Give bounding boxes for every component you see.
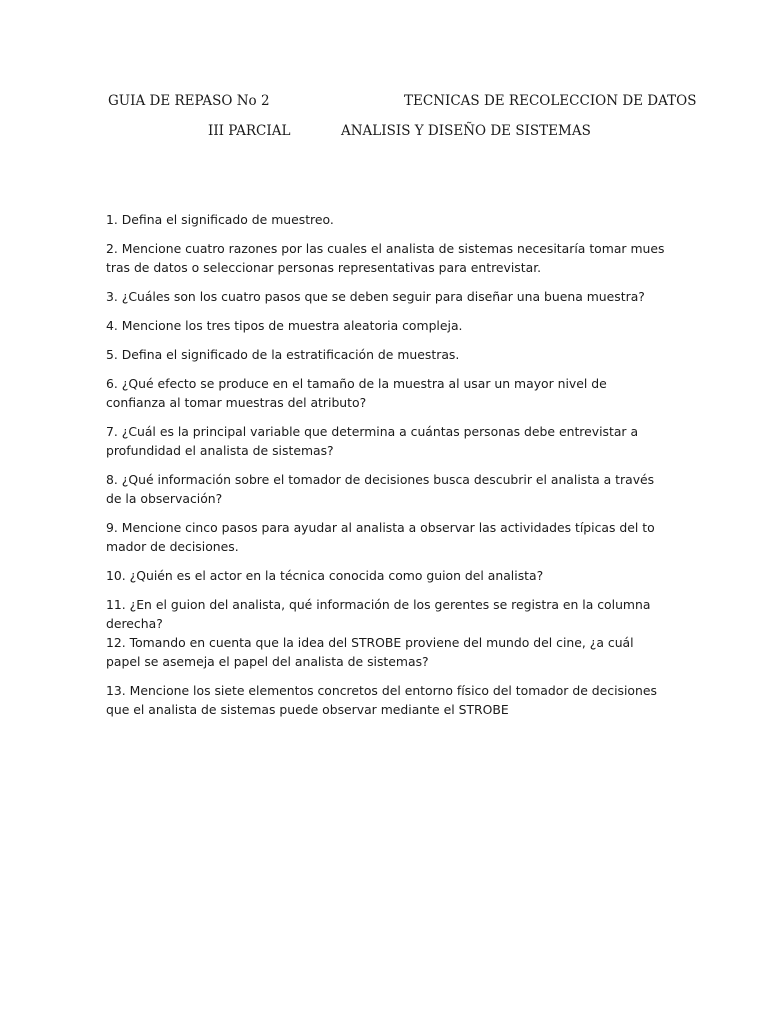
- course-title: ANALISIS Y DISEÑO DE SISTEMAS: [341, 123, 591, 139]
- question-item: 1. Defina el significado de muestreo.: [106, 212, 334, 227]
- question-item: 5. Defina el significado de la estratificación de muestras.: [106, 347, 460, 362]
- guide-title: GUIA DE REPASO No 2: [108, 93, 270, 109]
- partial-label: III PARCIAL: [208, 123, 291, 139]
- question-item: 12. Tomando en cuenta que la idea del STROBE proviene del mundo del cine, ¿a cuál papel se asemeja el papel del analista de sistemas?: [106, 635, 634, 669]
- question-item: 4. Mencione los tres tipos de muestra aleatoria compleja.: [106, 318, 463, 333]
- question-item: 8. ¿Qué información sobre el tomador de decisiones busca descubrir el analista a través de la observación?: [106, 472, 655, 506]
- question-list: [106, 210, 666, 729]
- question-item: 7. ¿Cuál es la principal variable que determina a cuántas personas debe entrevistar a profundidad el analista de sistemas?: [106, 424, 639, 458]
- question-item: 6. ¿Qué efecto se produce en el tamaño de la muestra al usar un mayor nivel de confianza al tomar muestras del atributo?: [106, 376, 607, 410]
- question-item: 9. Mencione cinco pasos para ayudar al analista a observar las actividades típicas del to mador de decisiones.: [106, 520, 655, 554]
- question-item: 3. ¿Cuáles son los cuatro pasos que se deben seguir para diseñar una buena muestra?: [106, 289, 645, 304]
- question-item: 2. Mencione cuatro razones por las cuales el analista de sistemas necesitaría tomar mues tras de datos o seleccionar personas representativas para entrevistar.: [106, 241, 665, 275]
- question-item: 10. ¿Quién es el actor en la técnica conocida como guion del analista?: [106, 568, 544, 583]
- question-item: 11. ¿En el guion del analista, qué información de los gerentes se registra en la columna derecha?: [106, 597, 651, 631]
- question-item: 13. Mencione los siete elementos concretos del entorno físico del tomador de decisiones que el analista de sistemas puede observar mediante el STROBE: [106, 683, 657, 717]
- topic-title: TECNICAS DE RECOLECCION DE DATOS: [404, 93, 697, 109]
